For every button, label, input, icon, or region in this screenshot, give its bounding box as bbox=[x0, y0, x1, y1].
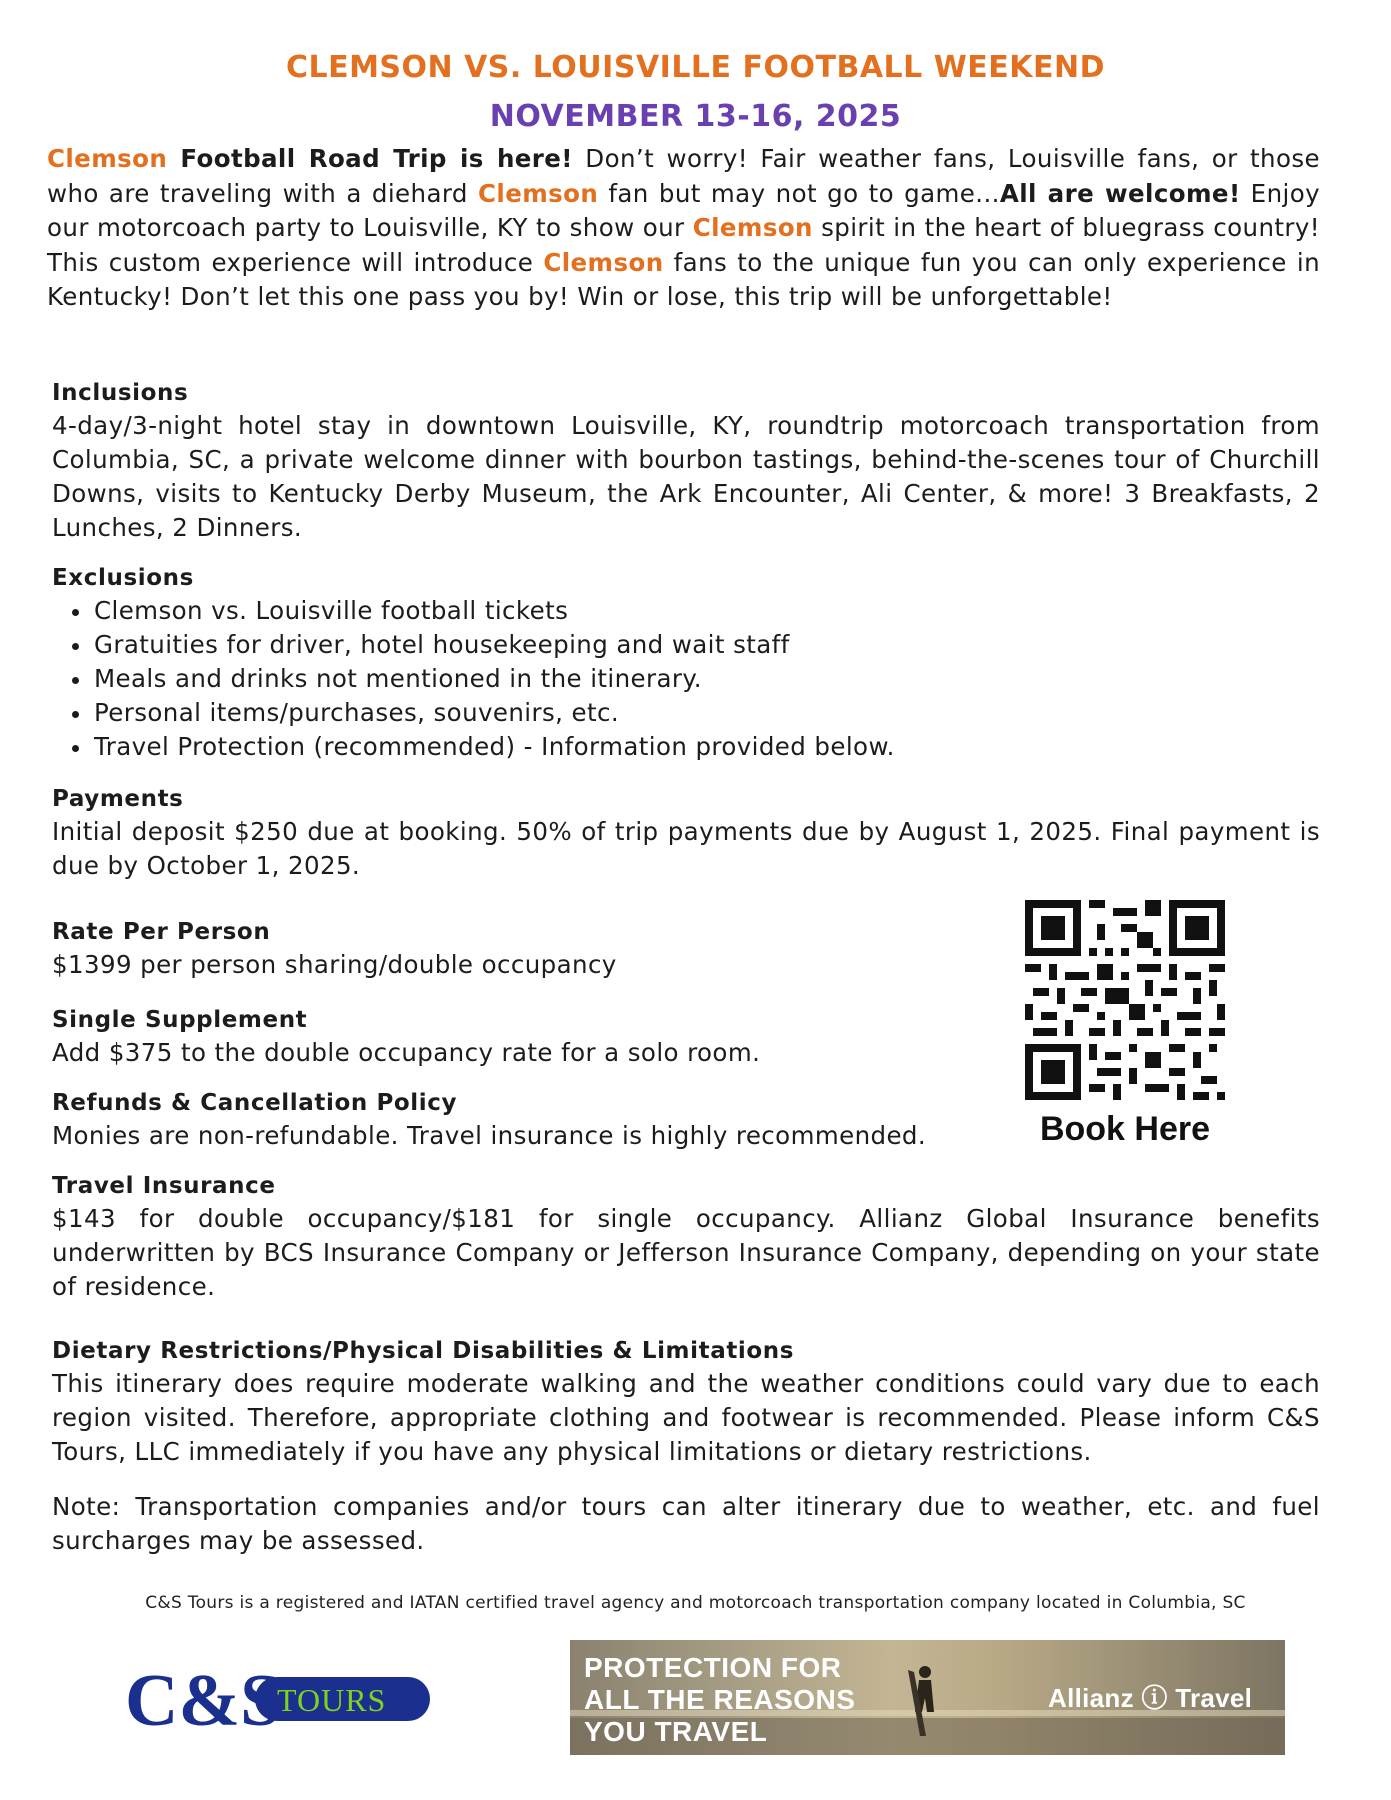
qr-code-icon[interactable] bbox=[1025, 900, 1225, 1100]
dietary-heading: Dietary Restrictions/Physical Disabilities & Limitations bbox=[52, 1338, 795, 1364]
dietary-section bbox=[52, 1335, 1320, 1469]
page-title: CLEMSON VS. LOUISVILLE FOOTBALL WEEKEND bbox=[285, 50, 1106, 85]
trip-dates: NOVEMBER 13-16, 2025 bbox=[489, 99, 902, 134]
intro-text-3: Enjoy our motorcoach party to Louisville, KY to show our bbox=[47, 178, 1320, 242]
banner-line-2: ALL THE REASONS bbox=[584, 1684, 856, 1715]
intro-headline: Football Road Trip is here! bbox=[167, 144, 573, 173]
intro-clemson-1: Clemson bbox=[47, 144, 168, 173]
list-item: Personal items/purchases, souvenirs, etc. bbox=[94, 696, 1320, 730]
payments-section bbox=[52, 783, 1320, 883]
refunds-section bbox=[52, 1087, 992, 1153]
intro-welcome: All are welcome! bbox=[999, 178, 1241, 208]
insurance-heading: Travel Insurance bbox=[52, 1173, 276, 1199]
single-supplement-body: Add $375 to the double occupancy rate for a solo room. bbox=[52, 1038, 761, 1067]
exclusions-section bbox=[52, 562, 1320, 764]
list-item: Clemson vs. Louisville football tickets bbox=[94, 594, 1320, 628]
single-supplement-section bbox=[52, 1004, 992, 1070]
payments-body: Initial deposit $250 due at booking. 50% of trip payments due by August 1, 2025. Final payment is due by October 1, 2025. bbox=[52, 817, 1320, 880]
note-section bbox=[52, 1490, 1320, 1558]
banner-line-1: PROTECTION FOR bbox=[584, 1652, 842, 1683]
cs-tours-logo bbox=[125, 1647, 435, 1742]
list-item: Travel Protection (recommended) - Information provided below. bbox=[94, 730, 1320, 764]
list-item: Gratuities for driver, hotel housekeeping and wait staff bbox=[94, 628, 1320, 662]
logo-cs-text: C&S bbox=[125, 1660, 282, 1742]
inclusions-body: 4-day/3-night hotel stay in downtown Louisville, KY, roundtrip motorcoach transportation from Columbia, SC, a private welcome dinner with bourbon tastings, behind-the-scenes tour of Churchill Downs, visits to Kentucky Derby Museum, the Ark Encounter, Ali Center, & more! 3 Breakfasts, 2 Lunches, 2 Dinners. bbox=[52, 411, 1320, 542]
payments-heading: Payments bbox=[52, 786, 184, 812]
exclusions-list bbox=[52, 594, 1320, 764]
insurance-section bbox=[52, 1170, 1320, 1304]
inclusions-section bbox=[52, 377, 1320, 545]
single-supplement-heading: Single Supplement bbox=[52, 1007, 308, 1033]
rate-section bbox=[52, 916, 992, 982]
book-here-link[interactable]: Book Here bbox=[1039, 1110, 1211, 1148]
banner-line-3: YOU TRAVEL bbox=[584, 1716, 768, 1747]
insurance-body: $143 for double occupancy/$181 for single occupancy. Allianz Global Insurance benefits underwritten by BCS Insurance Company or Jefferson Insurance Company, depending on your state of residence. bbox=[52, 1204, 1320, 1301]
intro-text-1: Don’t worry! Fair weather fans, Louisville fans, or those who are traveling with a diehard bbox=[47, 144, 1320, 208]
rate-body: $1399 per person sharing/double occupancy bbox=[52, 950, 617, 979]
refunds-heading: Refunds & Cancellation Policy bbox=[52, 1090, 458, 1116]
intro-text-5: fans to the unique fun you can only experience in Kentucky! Don’t let this one pass you by! Win or lose, this trip will be unforgettable! bbox=[47, 247, 1320, 311]
intro-text-4: spirit in the heart of bluegrass country! This custom experience will introduce bbox=[47, 213, 1320, 277]
logo-tours-text: TOURS bbox=[277, 1682, 387, 1718]
intro-text-2: fan but may not go to game... bbox=[598, 178, 1000, 208]
allianz-banner[interactable] bbox=[570, 1640, 1285, 1755]
refunds-body: Monies are non-refundable. Travel insurance is highly recommended. bbox=[52, 1121, 927, 1150]
inclusions-heading: Inclusions bbox=[52, 380, 189, 406]
note-body: Note: Transportation companies and/or tours can alter itinerary due to weather, etc. and fuel surcharges may be assessed. bbox=[52, 1492, 1320, 1555]
intro-clemson-2: Clemson bbox=[478, 178, 599, 208]
rate-heading: Rate Per Person bbox=[52, 919, 271, 945]
intro-clemson-4: Clemson bbox=[543, 247, 664, 277]
intro-paragraph bbox=[47, 142, 1320, 315]
allianz-travel-logo: Allianz ⓘ Travel bbox=[1048, 1683, 1253, 1713]
banner-tagline bbox=[584, 1652, 855, 1748]
intro-clemson-3: Clemson bbox=[692, 213, 813, 242]
list-item: Meals and drinks not mentioned in the itinerary. bbox=[94, 662, 1320, 696]
exclusions-heading: Exclusions bbox=[52, 565, 194, 591]
dietary-body: This itinerary does require moderate walking and the weather conditions could vary due to each region visited. Therefore, appropriate clothing and footwear is recommended. Please inform C&S Tours, LLC immediately if you have any physical limitations or dietary restrictions. bbox=[52, 1369, 1320, 1466]
footer-note: C&S Tours is a registered and IATAN certified travel agency and motorcoach transportation company located in Columbia, SC bbox=[145, 1593, 1246, 1613]
